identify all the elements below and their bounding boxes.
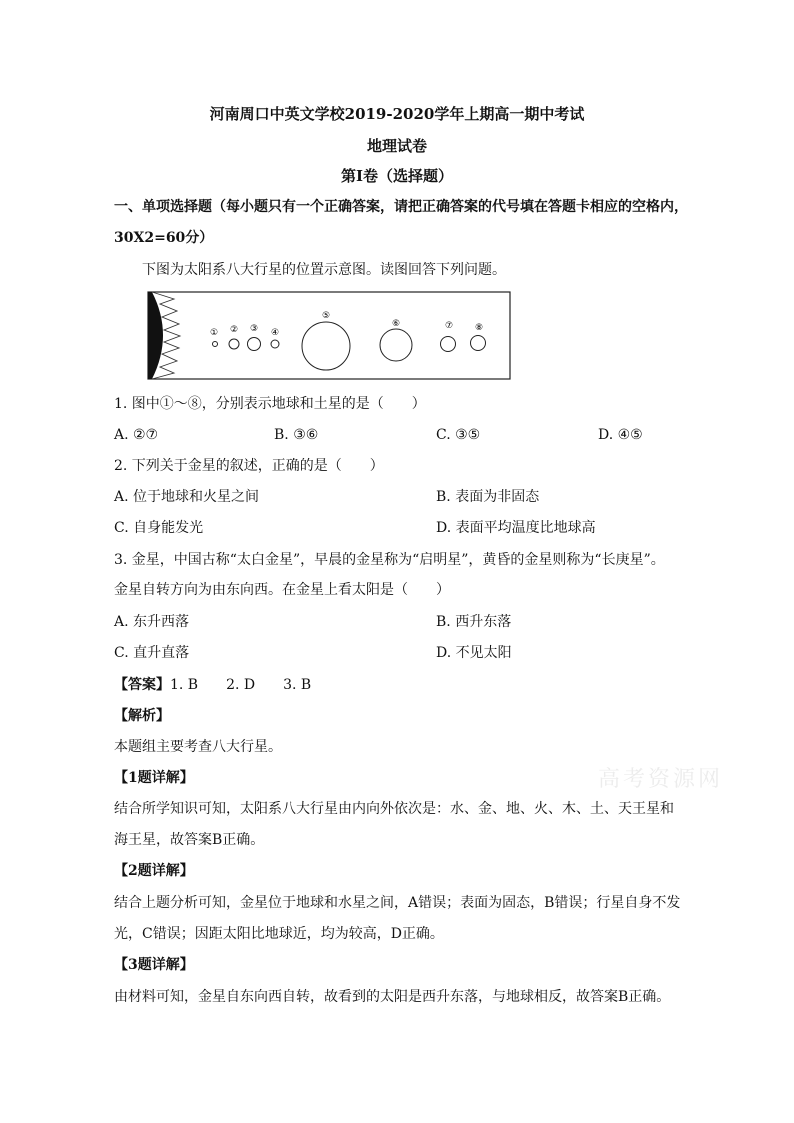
solar-system-diagram [146,291,512,381]
q1-option-c: C. ③⑤ [436,427,481,443]
q1-option-d: D. ④⑤ [598,427,643,443]
q2-option-b: B. 表面为非固态 [436,489,540,505]
subject-title: 地理试卷 [366,137,427,155]
q1-detail-line1: 结合所学知识可知，太阳系八大行星由内向外依次是：水、金、地、火、木、土、天王星和 [114,801,674,817]
volume-title: 第Ⅰ卷（选择题） [340,167,454,185]
question-2-stem: 2. 下列关于金星的叙述，正确的是（ ） [114,458,384,474]
q2-option-c: C. 自身能发光 [114,520,204,536]
question-3-stem-line1: 3. 金星，中国古称“太白金星”，早晨的金星称为“启明星”，黄昏的金星则称为“长庚星”。 [114,552,665,568]
section-heading-line1: 一、单项选择题（每小题只有一个正确答案，请把正确答案的代号填在答题卡相应的空格内， [114,199,688,215]
question-3-stem-line2: 金星自转方向为由东向西。在金星上看太阳是（ ） [114,582,450,598]
q1-detail-label: 【1题详解】 [114,770,194,786]
analysis-label: 【解析】 [114,708,170,724]
q3-option-a: A. 东升西落 [114,614,190,630]
q1-option-a: A. ②⑦ [114,427,159,443]
planet-label-4: ④ [270,328,280,338]
answer-label: 【答案】 [114,677,170,693]
q1-option-b: B. ③⑥ [274,427,319,443]
section-heading-line2: 30X2=60分） [114,230,214,246]
planet-label-6: ⑥ [391,319,401,329]
q2-option-a: A. 位于地球和火星之间 [114,489,260,505]
q2-detail-label: 【2题详解】 [114,863,194,879]
planet-label-3: ③ [249,324,259,334]
school-title: 河南周口中英文学校2019-2020学年上期高一期中考试 [209,105,585,123]
q2-detail-line2: 光，C错误；因距太阳比地球近，均为较高，D正确。 [114,926,444,942]
figure-intro: 下图为太阳系八大行星的位置示意图。读图回答下列问题。 [142,262,506,278]
q2-detail-line1: 结合上题分析可知，金星位于地球和水星之间，A错误；表面为固态，B错误；行星自身不发 [114,895,681,911]
q2-option-d: D. 表面平均温度比地球高 [436,520,596,536]
planet-label-2: ② [229,325,239,335]
answer-line [114,675,311,695]
q3-option-d: D. 不见太阳 [436,645,512,661]
q3-option-b: B. 西升东落 [436,614,512,630]
analysis-summary: 本题组主要考查八大行星。 [114,739,282,755]
planet-label-7: ⑦ [444,321,454,331]
q1-detail-line2: 海王星，故答案B正确。 [114,832,265,848]
q3-detail-label: 【3题详解】 [114,957,194,973]
planet-label-8: ⑧ [474,323,484,333]
q3-option-c: C. 直升直落 [114,645,190,661]
answer-values: 1. B 2. D 3. B [170,677,312,693]
watermark: 高考资源网 [598,767,724,792]
q3-detail-line1: 由材料可知，金星自东向西自转，故看到的太阳是西升东落，与地球相反，故答案B正确。 [114,989,671,1005]
planet-label-1: ① [209,328,219,338]
diagram-frame [148,292,510,379]
question-1-stem: 1. 图中①～⑧，分别表示地球和土星的是（ ） [114,396,426,412]
planet-label-5: ⑤ [321,311,331,321]
